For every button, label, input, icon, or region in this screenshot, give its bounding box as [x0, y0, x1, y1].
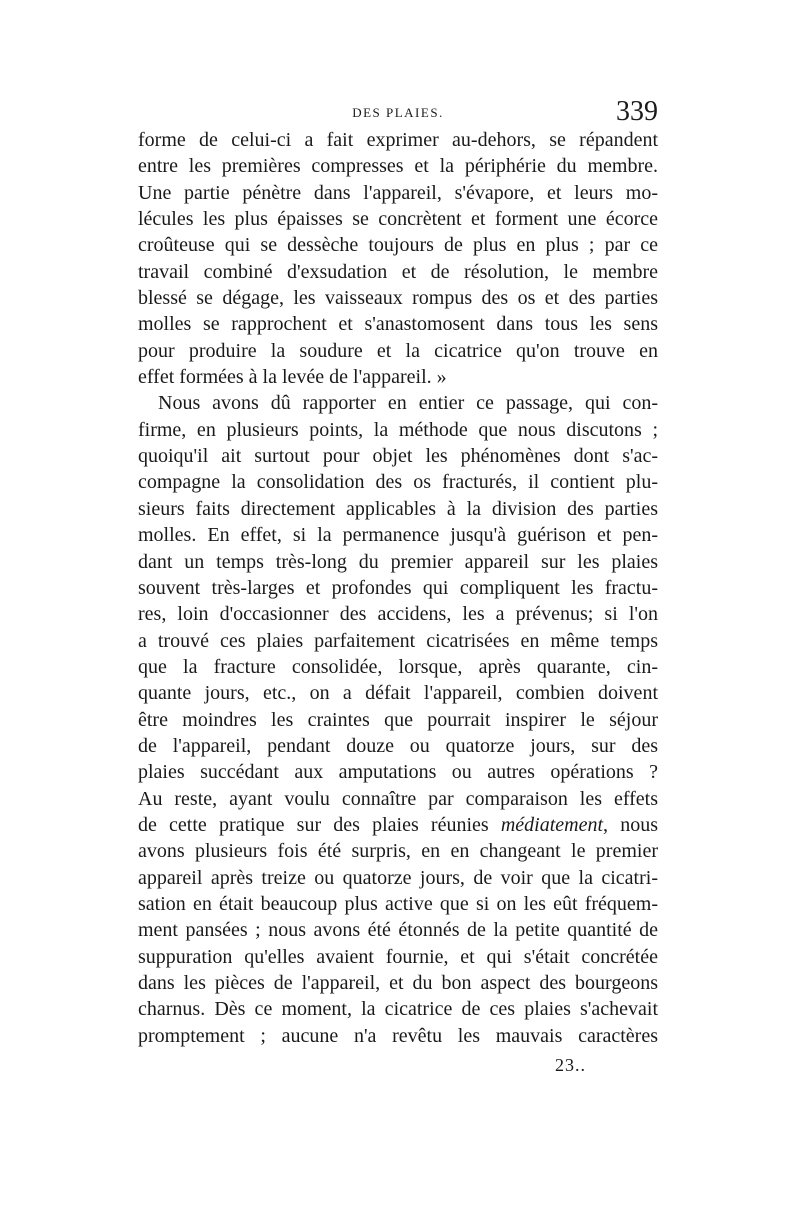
text-line: promptement ; aucune n'a revêtu les mauvais caractères	[138, 1024, 658, 1047]
text-line: quante jours, etc., on a défait l'appareil, combien doivent	[138, 682, 658, 705]
text-line: être moindres les craintes que pourrait inspirer le séjour	[138, 708, 658, 731]
text-line: dant un temps très-long du premier appareil sur les plaies	[138, 550, 658, 573]
text-line: compagne la consolidation des os fracturés, il contient plu-	[138, 471, 658, 494]
text-line: Au reste, ayant voulu connaître par comparaison les effets	[138, 787, 658, 810]
text-line: suppuration qu'elles avaient fournie, et qui s'était concrétée	[138, 945, 658, 968]
text-line: lécules les plus épaisses se concrètent et forment une écorce	[138, 208, 658, 231]
text-line: blessé se dégage, les vaisseaux rompus des os et des parties	[138, 287, 658, 310]
text-line: effet formées à la levée de l'appareil. »	[138, 366, 447, 389]
text-run: de cette pratique sur des plaies réunies	[138, 813, 489, 836]
text-line: Une partie pénètre dans l'appareil, s'évapore, et leurs mo-	[138, 181, 658, 204]
text-line: que la fracture consolidée, lorsque, après quarante, cin-	[138, 655, 658, 678]
text-line: sation en était beaucoup plus active que si on les eût fréquem-	[138, 892, 658, 915]
running-title: DES PLAIES.	[352, 105, 444, 120]
text-line: croûteuse qui se dessèche toujours de plus en plus ; par ce	[138, 234, 658, 257]
text-line: travail combiné d'exsudation et de résolution, le membre	[138, 260, 658, 283]
text-line: forme de celui-ci a fait exprimer au-dehors, se répandent	[138, 129, 658, 151]
text-line: molles se rapprochent et s'anastomosent dans tous les sens	[138, 313, 658, 336]
text-line: avons plusieurs fois été surpris, en en changeant le premier	[138, 840, 658, 863]
running-head	[138, 97, 658, 127]
text-line: Nous avons dû rapporter en entier ce passage, qui con-	[158, 392, 658, 415]
text-line: ment pansées ; nous avons été étonnés de la petite quantité de	[138, 919, 658, 942]
text-line: res, loin d'occasionner des accidens, les a prévenus; si l'on	[138, 603, 658, 626]
text-line: sieurs faits directement applicables à la division des parties	[138, 497, 658, 520]
text-line: pour produire la soudure et la cicatrice qu'on trouve en	[138, 339, 658, 362]
text-line: souvent très-larges et profondes qui compliquent les fractu-	[138, 576, 658, 599]
text-line: firme, en plusieurs points, la méthode que nous discutons ;	[138, 418, 658, 441]
text-line: de l'appareil, pendant douze ou quatorze jours, sur des	[138, 734, 658, 757]
italic-word: médiatement	[500, 813, 604, 836]
text-line: quoiqu'il ait surtout pour objet les phénomènes dont s'ac-	[138, 445, 658, 468]
text-line: a trouvé ces plaies parfaitement cicatrisées en même temps	[138, 629, 658, 652]
text-line: dans les pièces de l'appareil, et du bon aspect des bourgeons	[138, 972, 658, 994]
text-line: entre les premières compresses et la périphérie du membre.	[138, 155, 658, 178]
text-line: charnus. Dès ce moment, la cicatrice de ces plaies s'achevait	[138, 998, 658, 1021]
page-number: 339	[616, 96, 658, 127]
text-line-with-italic	[138, 812, 658, 838]
text-line: plaies succédant aux amputations ou autres opérations ?	[138, 761, 658, 784]
body-text	[138, 127, 658, 1049]
text-line: appareil après treize ou quatorze jours, de voir que la cicatri-	[138, 866, 658, 889]
text-run: , nous	[603, 813, 658, 836]
text-line: molles. En effet, si la permanence jusqu'à guérison et pen-	[138, 524, 658, 547]
signature-mark: 23..	[555, 1055, 586, 1075]
